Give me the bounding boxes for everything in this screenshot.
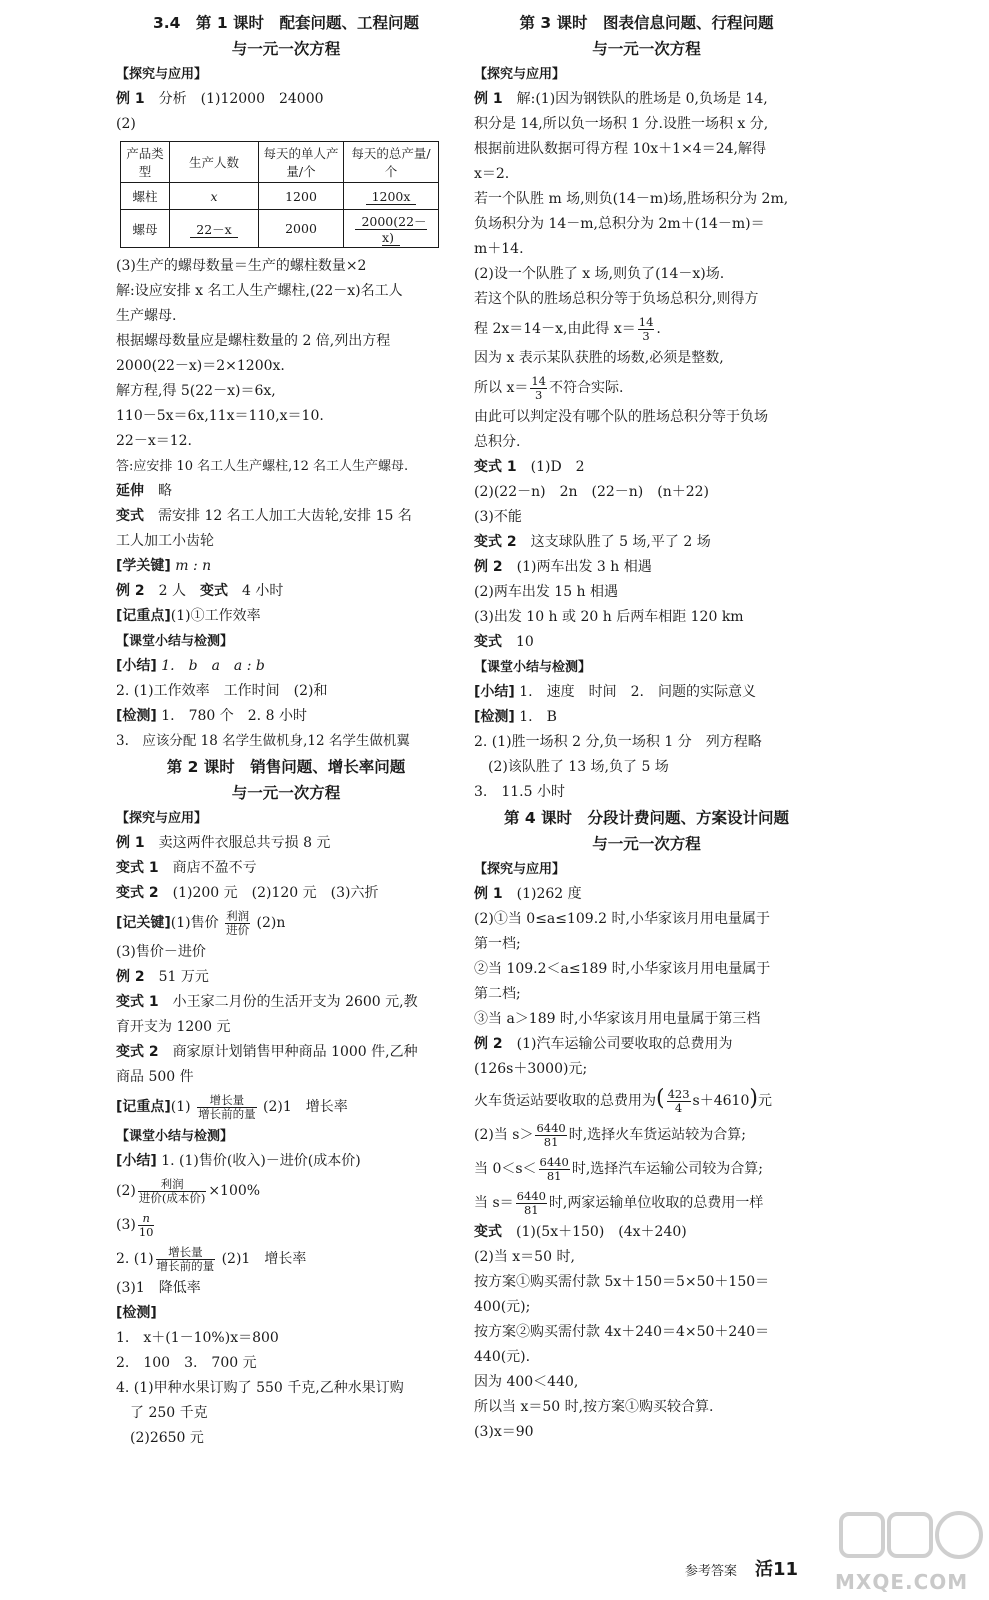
lesson3-title-line2: 与一元一次方程 bbox=[592, 40, 701, 58]
profit-over-cost-fraction bbox=[225, 910, 250, 937]
footer-label: 参考答案 bbox=[685, 1564, 738, 1579]
l2-example1 bbox=[116, 831, 456, 856]
l1-extend-text: 略 bbox=[158, 483, 172, 499]
table-cell: 螺柱 bbox=[121, 183, 170, 210]
l2-sum-4-post: (2)1 增长率 bbox=[221, 1251, 307, 1267]
table-header-cell: 生产人数 bbox=[170, 142, 259, 183]
l3-var1-2: (2)(22－n) 2n (22－n) (n＋22) bbox=[474, 484, 710, 500]
l4-var-text: (1)(5x＋150) (4x＋240) bbox=[516, 1224, 687, 1240]
l2-variant2 bbox=[116, 881, 456, 906]
fourteen-thirds-fraction bbox=[530, 375, 547, 402]
fraction-denominator: 增长前的量 bbox=[156, 1258, 215, 1273]
l2-summary bbox=[116, 1149, 456, 1174]
l3-solution-line: 负场积分为 14－m,总积分为 2m＋(14－m)＝ bbox=[474, 216, 765, 232]
table-row bbox=[121, 183, 439, 210]
lesson1-title-line1: 3.4 第 1 课时 配套问题、工程问题 bbox=[152, 14, 420, 32]
l2-ex2-var1-text: 小王家二月份的生活开支为 2600 元,教 bbox=[172, 994, 418, 1010]
l3-ex2-label: 例 2 bbox=[474, 559, 503, 575]
fraction-numerator: 利润 bbox=[226, 908, 250, 923]
l2-memo-pre: (1) bbox=[170, 1099, 191, 1115]
l2-sum-3-pre: (3) bbox=[116, 1217, 136, 1233]
fraction-numerator: n bbox=[138, 1212, 155, 1226]
l1-ex2-var-label: 变式 bbox=[199, 583, 228, 599]
production-table bbox=[120, 141, 439, 248]
l2-key-3: (3)售价－进价 bbox=[116, 944, 206, 960]
table-cell: 1200 bbox=[259, 183, 344, 210]
l2-summary-heading: 【课堂小结与检测】 bbox=[116, 1129, 234, 1144]
l1-memo-text: (1)①工作效率 bbox=[170, 608, 261, 624]
l2-var2-text: (1)200 元 (2)120 元 (3)六折 bbox=[172, 885, 379, 901]
l2-var2-label: 变式 2 bbox=[116, 885, 159, 901]
table-cell: 2000 bbox=[259, 210, 344, 248]
l3-summary bbox=[474, 680, 819, 705]
l1-memo bbox=[116, 604, 456, 629]
l4-var-line: 440(元). bbox=[474, 1349, 531, 1365]
l1-ex2-label: 例 2 bbox=[116, 583, 145, 599]
l4-case3 bbox=[474, 1186, 819, 1220]
right-column bbox=[474, 10, 819, 1445]
lesson1-title-line2: 与一元一次方程 bbox=[231, 40, 341, 58]
table-cell: 螺母 bbox=[121, 210, 170, 248]
l2-ex2-var1-label: 变式 1 bbox=[116, 994, 159, 1010]
l2-ex2-variant1 bbox=[116, 990, 456, 1015]
l1-summary-heading: 【课堂小结与检测】 bbox=[116, 634, 234, 649]
l1-ex1-sub2: (2) bbox=[116, 116, 136, 132]
l1-memo-label: [记重点] bbox=[116, 608, 171, 624]
l1-solution-line: 解方程,得 5(22－x)＝6x, bbox=[116, 383, 276, 399]
l3-conclusion-line: 由此可以判定没有哪个队的胜场总积分等于负场 bbox=[474, 409, 768, 425]
l4-ex1-line: ②当 109.2＜a≤189 时,小华家该月用电量属于 bbox=[474, 961, 771, 977]
l3-solution-line: 若这个队的胜场总积分等于负场总积分,则得方 bbox=[474, 291, 759, 307]
l4-train-pre: 火车货运站要收取的总费用为 bbox=[474, 1093, 656, 1109]
l3-frac2-pre: 所以 x＝ bbox=[474, 380, 529, 396]
l3-var2-label: 变式 2 bbox=[474, 534, 517, 550]
fraction-denominator: 3 bbox=[535, 387, 543, 402]
l3-test-line: (2)该队胜了 13 场,负了 5 场 bbox=[474, 759, 669, 775]
lesson2-title-line2: 与一元一次方程 bbox=[231, 784, 341, 802]
l2-example2 bbox=[116, 965, 456, 990]
l4-ex1-line: 第一档; bbox=[474, 936, 521, 952]
l4-c1-post: 时,选择火车货运站较为合算; bbox=[568, 1127, 746, 1143]
l1-sum-2: 2. (1)工作效率 工作时间 (2)和 bbox=[116, 683, 328, 699]
l3-ex2-3: (3)出发 10 h 或 20 h 后两车相距 120 km bbox=[474, 609, 744, 625]
l4-case2 bbox=[474, 1152, 819, 1186]
fraction-6440-over-81 bbox=[516, 1190, 547, 1217]
l1-key-label: [学关键] bbox=[116, 558, 171, 574]
fraction-numerator: 423 bbox=[667, 1086, 690, 1101]
l1-solution-line: (3)生产的螺母数量＝生产的螺柱数量×2 bbox=[116, 258, 367, 274]
l4-var-line: (3)x＝90 bbox=[474, 1424, 534, 1440]
l4-var-line: 因为 400＜440, bbox=[474, 1374, 579, 1390]
l2-variant1 bbox=[116, 856, 456, 881]
n-over-10-fraction bbox=[138, 1212, 155, 1239]
l1-extend-label: 延伸 bbox=[116, 483, 144, 499]
l1-summary bbox=[116, 654, 456, 679]
l2-explore-heading: 【探究与应用】 bbox=[116, 811, 208, 826]
fraction-numerator: 6440 bbox=[516, 1188, 546, 1203]
l3-example2 bbox=[474, 555, 819, 580]
l1-ex2-text: 2 人 bbox=[158, 583, 186, 599]
l2-ex2-variant2 bbox=[116, 1040, 456, 1065]
l1-example1 bbox=[116, 87, 456, 112]
l2-ex2-label: 例 2 bbox=[116, 969, 145, 985]
l1-key bbox=[116, 554, 456, 579]
l2-var1-label: 变式 1 bbox=[116, 860, 159, 876]
growth-fraction bbox=[156, 1246, 216, 1273]
l3-var2-text: 这支球队胜了 5 场,平了 2 场 bbox=[530, 534, 711, 550]
l4-c2-post: 时,选择汽车运输公司较为合算; bbox=[571, 1161, 763, 1177]
fourteen-thirds-fraction bbox=[638, 316, 655, 343]
fraction-numerator: 增长量 bbox=[197, 1094, 257, 1108]
l4-c3-post: 时,两家运输单位收取的总费用一样 bbox=[548, 1195, 764, 1211]
l3-summary-heading: 【课堂小结与检测】 bbox=[474, 660, 592, 675]
l2-ex2-var2-text-2: 商品 500 件 bbox=[116, 1069, 194, 1085]
l3-fraction-line-2 bbox=[474, 371, 819, 405]
l2-sum-4 bbox=[116, 1242, 456, 1276]
l1-solution-line: 答:应安排 10 名工人生产螺柱,12 名工人生产螺母. bbox=[116, 459, 409, 474]
l4-var-line: 按方案①购买需付款 5x＋150＝5×50＋150＝ bbox=[474, 1274, 770, 1290]
fraction-numerator: 6440 bbox=[539, 1154, 569, 1169]
l3-ex2-variant bbox=[474, 630, 819, 655]
l1-ex1-text: 分析 (1)12000 24000 bbox=[158, 91, 324, 107]
l2-sum-5: (3)1 降低率 bbox=[116, 1280, 201, 1296]
l3-ex2-2: (2)两车出发 15 h 相遇 bbox=[474, 584, 619, 600]
l3-solution-line: (2)设一个队胜了 x 场,则负了(14－x)场. bbox=[474, 266, 725, 282]
l2-sum-4-pre: 2. (1) bbox=[116, 1251, 154, 1267]
l2-test-label: [检测] bbox=[116, 1305, 157, 1321]
l2-ex2-text: 51 万元 bbox=[158, 969, 209, 985]
l2-test-line: 1. x＋(1－10%)x＝800 bbox=[116, 1330, 279, 1346]
l1-sum-label: [小结] bbox=[116, 658, 157, 674]
l2-var1-text: 商店不盈不亏 bbox=[172, 860, 257, 876]
l4-ex1-line: (2)①当 0≤a≤109.2 时,小华家该月用电量属于 bbox=[474, 911, 770, 927]
l3-solution-line: x＝2. bbox=[474, 166, 510, 182]
l1-solution-line: 解:设应安排 x 名工人生产螺柱,(22－x)名工人 bbox=[116, 283, 403, 299]
l1-solution-line: 生产螺母. bbox=[116, 308, 177, 324]
l1-explore-heading: 【探究与应用】 bbox=[116, 67, 208, 82]
lesson2-title-line1: 第 2 课时 销售问题、增长率问题 bbox=[166, 758, 406, 776]
l1-solution-line: 根据螺母数量应是螺柱数量的 2 倍,列出方程 bbox=[116, 333, 391, 349]
l1-sum-text: 1. b a a : b bbox=[161, 658, 265, 674]
l1-test-3: 3. 应该分配 18 名学生做机身,12 名学生做机翼 bbox=[116, 733, 410, 749]
l4-var-line: 所以当 x＝50 时,按方案①购买较合算. bbox=[474, 1399, 714, 1415]
l2-memo bbox=[116, 1090, 456, 1124]
l3-var1-3: (3)不能 bbox=[474, 509, 522, 525]
l3-variant1 bbox=[474, 455, 819, 480]
l3-frac1-pre: 程 2x＝14－x,由此得 x＝ bbox=[474, 321, 636, 337]
paren-open: ( bbox=[656, 1086, 665, 1111]
fraction-6440-over-81 bbox=[539, 1156, 570, 1183]
fraction-denominator: 进价(成本价) bbox=[138, 1190, 206, 1205]
l2-memo-post: (2)1 增长率 bbox=[263, 1099, 348, 1115]
l4-variant bbox=[474, 1220, 819, 1245]
fraction-denominator: 增长前的量 bbox=[198, 1106, 256, 1121]
l2-sum-2 bbox=[116, 1174, 456, 1208]
fraction-numerator: 增长量 bbox=[156, 1246, 216, 1260]
l3-test-line: 3. 11.5 小时 bbox=[474, 784, 565, 800]
l1-var-text: 需安排 12 名工人加工大齿轮,安排 15 名 bbox=[158, 508, 412, 524]
l2-key bbox=[116, 906, 456, 940]
paren-close: ) bbox=[749, 1086, 758, 1111]
lesson4-title-line2: 与一元一次方程 bbox=[592, 835, 701, 853]
table-row bbox=[121, 210, 439, 248]
l4-ex1-label: 例 1 bbox=[474, 886, 503, 902]
fraction-denominator: 81 bbox=[546, 1168, 562, 1183]
l3-var1-label: 变式 1 bbox=[474, 459, 517, 475]
l3-solution-line: 根据前进队数据可得方程 10x＋1×4＝24,解得 bbox=[474, 141, 766, 157]
table-header-row bbox=[121, 142, 439, 183]
l4-train-cost-line bbox=[474, 1082, 819, 1118]
l3-solution-line: m＋14. bbox=[474, 241, 524, 257]
l3-sum-label: [小结] bbox=[474, 684, 515, 700]
l2-sum-2-post: ×100% bbox=[208, 1183, 261, 1199]
l2-ex2-var1-text-2: 育开支为 1200 元 bbox=[116, 1019, 231, 1035]
l2-ex2-var2-label: 变式 2 bbox=[116, 1044, 159, 1060]
l3-var1-text: (1)D 2 bbox=[530, 459, 585, 475]
l2-memo-label: [记重点] bbox=[116, 1099, 171, 1115]
l3-fraction-line-1 bbox=[474, 312, 819, 346]
l1-solution-line: 110－5x＝6x,11x＝110,x＝10. bbox=[116, 408, 324, 424]
l2-sum-2-pre: (2) bbox=[116, 1183, 136, 1199]
l3-solution-line: 积分是 14,所以负一场积 1 分.设胜一场积 x 分, bbox=[474, 116, 769, 132]
l1-extend bbox=[116, 479, 456, 504]
table-cell bbox=[344, 183, 439, 210]
l1-example2 bbox=[116, 579, 456, 604]
l4-ex1-line: 第二档; bbox=[474, 986, 521, 1002]
fraction-denominator: 10 bbox=[138, 1224, 154, 1239]
l3-ex1-text: 解:(1)因为钢铁队的胜场是 0,负场是 14, bbox=[516, 91, 768, 107]
l3-explore-heading: 【探究与应用】 bbox=[474, 67, 566, 82]
l3-conclusion-line: 总积分. bbox=[474, 434, 521, 450]
l3-frac1-post: . bbox=[656, 321, 661, 337]
table-header-cell: 每天的总产量/个 bbox=[344, 142, 439, 183]
l1-solution-line: 22－x＝12. bbox=[116, 433, 192, 449]
table-cell bbox=[344, 210, 439, 248]
lesson4-title-line1: 第 4 课时 分段计费问题、方案设计问题 bbox=[503, 809, 790, 827]
l2-test-line: (2)2650 元 bbox=[116, 1430, 204, 1446]
l3-ex2-var-label: 变式 bbox=[474, 634, 502, 650]
l4-var-line: 400(元); bbox=[474, 1299, 531, 1315]
l1-test bbox=[116, 704, 456, 729]
page-number: 活11 bbox=[755, 1559, 799, 1580]
profit-rate-fraction bbox=[138, 1178, 206, 1205]
table-header-cell: 产品类型 bbox=[121, 142, 170, 183]
l3-test-text: 1. B bbox=[519, 709, 557, 725]
l2-sum-label: [小结] bbox=[116, 1153, 157, 1169]
l4-c3-pre: 当 s＝ bbox=[474, 1195, 514, 1211]
l3-ex1-label: 例 1 bbox=[474, 91, 503, 107]
l2-test-line: 2. 100 3. 700 元 bbox=[116, 1355, 257, 1371]
table-cell-answer: 2000(22－x) bbox=[355, 214, 426, 246]
fraction-denominator: 进价 bbox=[226, 922, 250, 937]
l1-var-label: 变式 bbox=[116, 508, 144, 524]
l2-ex1-text: 卖这两件衣服总共亏损 8 元 bbox=[158, 835, 331, 851]
l3-ex2-var-text: 10 bbox=[516, 634, 534, 650]
fraction-denominator: 3 bbox=[642, 328, 650, 343]
fraction-numerator: 14 bbox=[531, 373, 546, 388]
l3-integer-line: 因为 x 表示某队获胜的场数,必须是整数, bbox=[474, 350, 724, 366]
l4-example2 bbox=[474, 1032, 819, 1057]
fraction-denominator: 81 bbox=[543, 1134, 559, 1149]
l3-test-line: 2. (1)胜一场积 2 分,负一场积 1 分 列方程略 bbox=[474, 734, 762, 750]
l1-var-text-2: 工人加工小齿轮 bbox=[116, 533, 214, 549]
fraction-423-over-4 bbox=[667, 1088, 691, 1115]
fraction-6440-over-81 bbox=[535, 1122, 566, 1149]
page-footer bbox=[685, 1555, 798, 1581]
l4-var-line: 按方案②购买需付款 4x＋240＝4×50＋240＝ bbox=[474, 1324, 770, 1340]
l4-var-line: (2)当 x＝50 时, bbox=[474, 1249, 575, 1265]
l2-test-line: 4. (1)甲种水果订购了 550 千克,乙种水果订购 bbox=[116, 1380, 404, 1396]
l4-ex2-label: 例 2 bbox=[474, 1036, 503, 1052]
l2-ex2-var2-text: 商家原计划销售甲种商品 1000 件,乙种 bbox=[172, 1044, 418, 1060]
table-cell-answer: 22－x bbox=[190, 222, 237, 238]
l1-ex2-var-text: 4 小时 bbox=[241, 583, 284, 599]
l2-test-line: 了 250 千克 bbox=[116, 1405, 208, 1421]
l4-ex1-line: ③当 a＞189 时,小华家该月用电量属于第三档 bbox=[474, 1011, 761, 1027]
l2-key-post: (2)n bbox=[256, 915, 286, 931]
fraction-numerator: 利润 bbox=[138, 1178, 206, 1192]
l4-ex2-text: (1)汽车运输公司要收取的总费用为 bbox=[516, 1036, 733, 1052]
l4-c2-pre: 当 0＜s＜ bbox=[474, 1161, 537, 1177]
l4-ex1-text: (1)262 度 bbox=[516, 886, 582, 902]
left-column bbox=[116, 10, 456, 1451]
fraction-denominator: 81 bbox=[523, 1202, 539, 1217]
fraction-denominator: 4 bbox=[674, 1100, 683, 1115]
l2-key-label: [记关键] bbox=[116, 915, 171, 931]
l4-train-post: 元 bbox=[757, 1093, 772, 1109]
l4-var-label: 变式 bbox=[474, 1224, 502, 1240]
l1-test-label: [检测] bbox=[116, 708, 157, 724]
l1-solution-line: 2000(22－x)＝2×1200x. bbox=[116, 358, 285, 374]
l1-test-text: 1. 780 个 2. 8 小时 bbox=[161, 708, 307, 724]
watermark-text: MXQE.COM bbox=[835, 1570, 969, 1594]
l3-test-label: [检测] bbox=[474, 709, 515, 725]
l3-variant2 bbox=[474, 530, 819, 555]
l4-ex2-line2: (126s＋3000)元; bbox=[474, 1061, 588, 1077]
l3-solution-line: 若一个队胜 m 场,则负(14－m)场,胜场积分为 2m, bbox=[474, 191, 789, 207]
fraction-numerator: 6440 bbox=[536, 1120, 566, 1135]
l1-ex1-label: 例 1 bbox=[116, 91, 145, 107]
l1-key-text: m : n bbox=[175, 558, 212, 574]
l4-c1-pre: (2)当 s＞ bbox=[474, 1127, 534, 1143]
l4-train-mid: s＋4610 bbox=[692, 1093, 750, 1109]
l3-test bbox=[474, 705, 819, 730]
l3-sum-text: 1. 速度 时间 2. 问题的实际意义 bbox=[519, 684, 756, 700]
table-cell-answer: 1200x bbox=[366, 189, 417, 205]
l4-example1 bbox=[474, 882, 819, 907]
l2-sum-text: 1. (1)售价(收入)－进价(成本价) bbox=[161, 1153, 361, 1169]
l4-case1 bbox=[474, 1118, 819, 1152]
l2-sum-3 bbox=[116, 1208, 456, 1242]
growth-fraction bbox=[197, 1094, 257, 1121]
lesson3-title-line1: 第 3 课时 图表信息问题、行程问题 bbox=[519, 14, 774, 32]
l3-frac2-post: 不符合实际. bbox=[549, 380, 624, 396]
l1-variant bbox=[116, 504, 456, 529]
l2-ex1-label: 例 1 bbox=[116, 835, 145, 851]
table-header-cell: 每天的单人产量/个 bbox=[259, 142, 344, 183]
l4-explore-heading: 【探究与应用】 bbox=[474, 862, 566, 877]
l3-ex2-text: (1)两车出发 3 h 相遇 bbox=[516, 559, 652, 575]
fraction-numerator: 14 bbox=[638, 314, 654, 329]
l3-example1 bbox=[474, 87, 819, 112]
table-cell: x bbox=[170, 183, 259, 210]
table-cell bbox=[170, 210, 259, 248]
l2-key-pre: (1)售价 bbox=[170, 915, 219, 931]
